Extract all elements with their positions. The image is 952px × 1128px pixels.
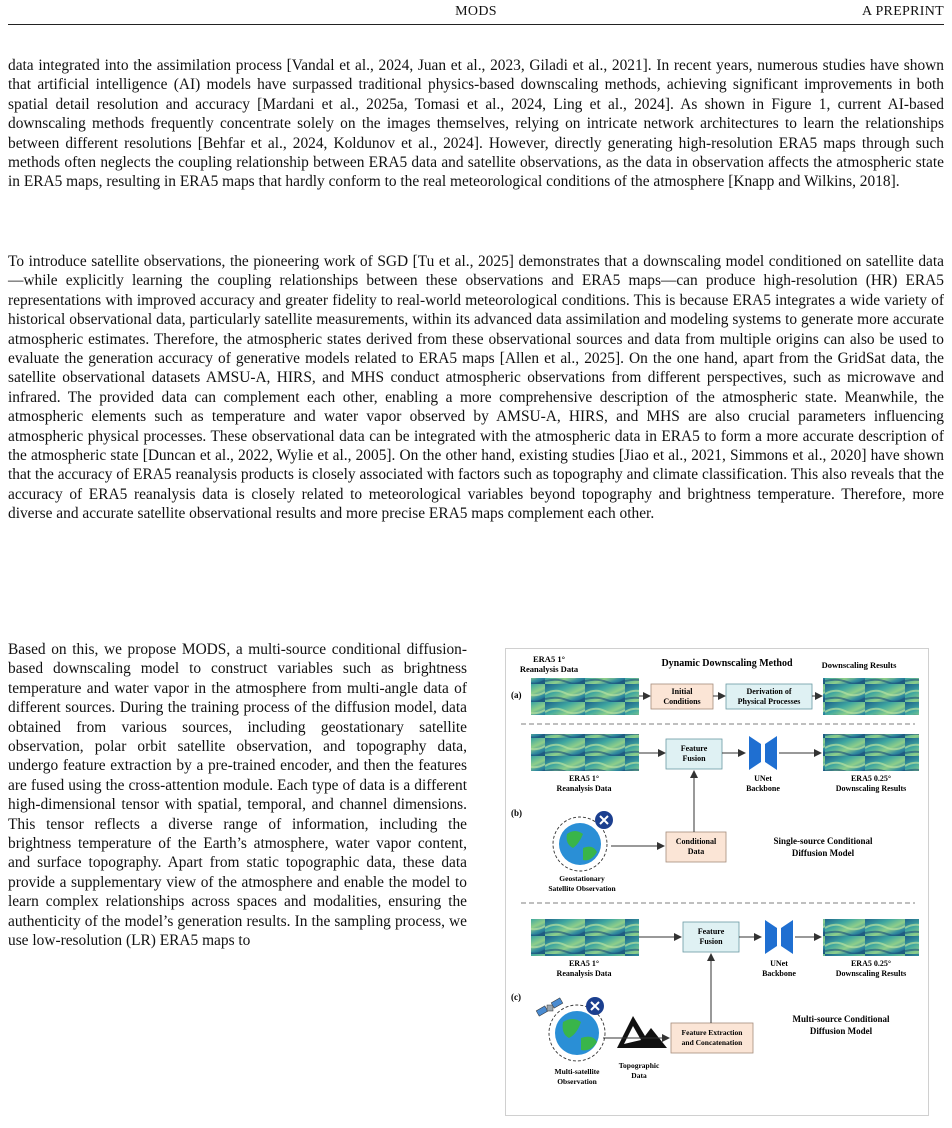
b-output-line1: ERA5 0.25° <box>850 774 892 783</box>
c-globe-icon <box>555 1011 599 1055</box>
c-model-line2: Diffusion Model <box>809 1026 873 1036</box>
paragraph-2-text: To introduce satellite observations, the pioneering work of SGD [Tu et al., 2025] demonstrates that a downscaling model conditioned on satellite data—while explicitly learning the coupling relationships between these observations and ERA5 maps—can produce high-resolution (HR) ERA5 representations with improved accuracy and greater fidelity to real-world meteorological conditions. This is because ERA5 integrates a wide variety of historical observational data, particularly satellite measurements, within its advanced data assimilation and modeling systems to generate more accurate atmospheric estimates. Therefore, the atmospheric states derived from these observational sources and data from multiple origins can also be used to evaluate the generation accuracy of generative models related to ERA5 maps [Allen et al., 2025]. On the one hand, apart from the GridSat data, the satellite observational datasets AMSU-A, HIRS, and MHS conduct atmospheric observations from different perspectives, such as microwave and infrared. The provided data can complement each other, enabling a more comprehensive description of the atmospheric state. Meanwhile, the atmospheric elements such as temperature and water vapor observed by AMSU-A, HIRS, and MHS are also crucial parameters influencing atmospheric physical processes. These observational data can be integrated with the atmospheric data in ERA5 to form a more accurate description of the atmospheric state [Duncan et al., 2022, Wylie et al., 2005]. On the other hand, existing studies [Jiao et al., 2021, Simmons et al., 2020] have shown that the accuracy of ERA5 reanalysis products is closely associated with factors such as topography and climate classification. This also reveals that the accuracy of ERA5 reanalysis data is closely related to meteorological variables beyond topography and brightness temperature. Therefore, more diverse and accurate satellite observational results and more precise ERA5 maps complement each other. <box>8 253 944 523</box>
b-output-line2: Downscaling Results <box>835 784 907 793</box>
paragraph-3-text: Based on this, we propose MODS, a multi-source conditional diffusion-based downscaling model to construct variables such as brightness temperature and water vapor in the atmosphere from multi-angle data of different sources. During the training process of the diffusion model, data obtained from various sources, including geostationary satellite observation, polar orbit satellite observation, and topography data, undergo feature extraction by a pre-trained encoder, and then the features are fused using the cross-attention module. Each type of data is a different high-dimensional tensor with spatial, temporal, and channel dimensions. This tensor reflects a diverse range of information, including the brightness temperature of the Earth’s atmosphere, water vapor content, and surface topography. Apart from static topographic data, these data provide a supplementary view of the atmosphere and enable the model to learn complex relationships across spaces and modalities, ensuring the authenticity of the model’s generation results. In the sampling process, we use low-resolution (LR) ERA5 maps to <box>8 641 467 950</box>
c-output-line2: Downscaling Results <box>835 969 907 978</box>
c-unet-line2: Backbone <box>762 969 796 978</box>
a-box1-line2: Conditions <box>663 697 701 706</box>
figure-1-diagram <box>505 648 929 1116</box>
b-geo-line1: Geostationary <box>559 874 605 883</box>
c-panel-label: (c) <box>511 992 521 1002</box>
c-fusion-line2: Fusion <box>699 937 723 946</box>
running-title: MODS <box>455 4 497 19</box>
paragraph-1 <box>8 56 944 202</box>
c-topo-line1: Topographic <box>618 1061 660 1070</box>
a-title: Dynamic Downscaling Method <box>661 658 793 669</box>
paragraph-2 <box>8 252 944 534</box>
c-fe-line2: and Concatenation <box>681 1038 743 1047</box>
a-box2-line2: Physical Processes <box>737 697 801 706</box>
c-fusion-line1: Feature <box>697 927 725 936</box>
b-input-line1: ERA5 1° <box>568 774 600 783</box>
paragraph-1-text: data integrated into the assimilation process [Vandal et al., 2024, Juan et al., 2023, Giladi et al., 2021]. In recent years, numerous studies have shown that artificial intelligence (AI) models have surpassed traditional physics-based downscaling methods, achieving significant improvements in both spatial detail resolution and accuracy [Mardani et al., 2025a, Tomasi et al., 2024, Ling et al., 2024]. As shown in Figure 1, current AI-based downscaling methods frequently concentrate solely on the images themselves, relying on intricate network architectures to learn the relationships between different resolutions [Behfar et al., 2024, Koldunov et al., 2024]. However, directly generating high-resolution ERA5 maps through such methods often neglects the coupling relationship between ERA5 data and satellite observations, as the data in observation affects the atmospheric state in ERA5 maps, resulting in ERA5 maps that hardly conform to the real meteorological conditions of the atmosphere [Knapp and Wilkins, 2018]. <box>8 57 944 191</box>
c-output-map <box>823 919 919 956</box>
header-rule <box>8 24 944 25</box>
b-globe-icon <box>559 823 601 865</box>
b-model-line2: Diffusion Model <box>791 848 855 858</box>
a-output-map <box>823 678 919 715</box>
b-cond-line2: Data <box>687 847 705 856</box>
a-box2-line1: Derivation of <box>746 687 792 696</box>
c-ms-line2: Observation <box>557 1077 597 1086</box>
b-model-line1: Single-source Conditional <box>773 836 873 846</box>
b-geo-line2: Satellite Observation <box>548 884 616 893</box>
c-input-line2: Reanalysis Data <box>556 969 612 978</box>
figure-1 <box>505 648 929 1116</box>
b-output-map <box>823 734 919 771</box>
b-panel-label: (b) <box>511 808 522 818</box>
a-input-label-2: Reanalysis Data <box>519 664 579 674</box>
a-box1-line1: Initial <box>671 687 693 696</box>
c-fe-line1: Feature Extraction <box>681 1028 743 1037</box>
c-output-line1: ERA5 0.25° <box>850 959 892 968</box>
b-cond-line1: Conditional <box>675 837 717 846</box>
a-output-label: Downscaling Results <box>821 660 897 670</box>
c-unet-line1: UNet <box>770 959 788 968</box>
c-topo-line2: Data <box>631 1071 647 1080</box>
b-unet-line2: Backbone <box>746 784 780 793</box>
c-input-map <box>531 919 639 956</box>
a-input-label-1: ERA5 1° <box>533 654 565 664</box>
b-input-map <box>531 734 639 771</box>
a-panel-label: (a) <box>511 690 522 700</box>
a-input-map <box>531 678 639 715</box>
c-model-line1: Multi-source Conditional <box>792 1014 890 1024</box>
page-header <box>8 0 944 22</box>
c-input-line1: ERA5 1° <box>568 959 600 968</box>
b-unet-line1: UNet <box>754 774 772 783</box>
c-ms-line1: Multi-satellite <box>554 1067 600 1076</box>
b-input-line2: Reanalysis Data <box>556 784 612 793</box>
paragraph-3 <box>8 640 467 961</box>
preprint-label: A PREPRINT <box>862 4 944 19</box>
b-fusion-line2: Fusion <box>682 754 706 763</box>
b-fusion-line1: Feature <box>680 744 708 753</box>
